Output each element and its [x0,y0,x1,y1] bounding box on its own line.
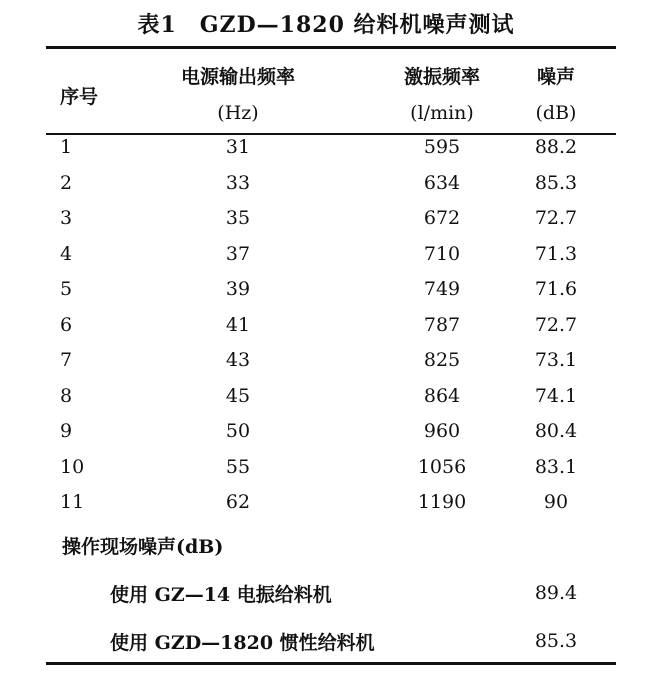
header-vibration-frequency: 激振频率 [403,66,480,88]
row-seq-cell: 2 [60,171,73,194]
site-noise-label: 操作现场噪声(dB) [62,536,224,558]
table-title: 表1 GZD—1820 给料机噪声测试 [137,12,515,38]
row-seq-cell: 6 [60,313,73,336]
row-seq-cell: 5 [60,278,73,300]
header-seq: 序号 [60,86,99,108]
row-output-frequency-cell: 50 [225,420,251,442]
row-noise-cell: 72.7 [534,207,578,229]
row-vibration-frequency-cell: 595 [423,136,461,158]
row-seq-cell: 1 [60,136,73,158]
row-vibration-frequency-cell: 1190 [417,491,467,513]
row-output-frequency-cell: 35 [225,207,251,229]
row-vibration-frequency-cell: 634 [423,171,461,194]
row-noise-cell: 71.6 [534,278,578,300]
site-noise-item-value: 89.4 [534,582,578,604]
row-noise-cell: 73.1 [534,349,578,371]
header-output-frequency-unit: (Hz) [217,102,259,124]
row-seq-cell: 10 [60,455,85,478]
site-noise-item-value: 85.3 [534,630,578,652]
site-noise-item-label: 使用 GZ—14 电振给料机 [110,584,332,606]
row-output-frequency-cell: 45 [225,384,251,407]
row-seq-cell: 11 [60,491,85,513]
row-noise-cell: 88.2 [534,136,578,158]
row-seq-cell: 9 [60,420,73,442]
row-noise-cell: 71.3 [534,242,578,265]
row-seq-cell: 4 [60,242,73,265]
row-vibration-frequency-cell: 960 [423,420,461,442]
row-output-frequency-cell: 33 [225,171,251,194]
row-noise-cell: 80.4 [534,420,578,442]
site-noise-item-label: 使用 GZD—1820 惯性给料机 [110,632,375,654]
row-output-frequency-cell: 31 [225,136,251,158]
row-output-frequency-cell: 43 [225,349,251,371]
header-vibration-frequency-unit: (l/min) [410,102,474,124]
top-rule [46,46,616,49]
row-output-frequency-cell: 62 [225,491,251,513]
row-seq-cell: 7 [60,349,73,371]
row-vibration-frequency-cell: 825 [423,349,461,371]
row-noise-cell: 74.1 [534,384,578,407]
row-noise-cell: 83.1 [534,455,578,478]
row-vibration-frequency-cell: 864 [423,384,461,407]
header-noise-unit: (dB) [535,102,577,124]
row-vibration-frequency-cell: 710 [423,242,461,265]
row-output-frequency-cell: 37 [225,242,251,265]
row-vibration-frequency-cell: 672 [423,207,461,229]
row-output-frequency-cell: 41 [225,313,251,336]
bottom-rule [46,662,616,665]
row-vibration-frequency-cell: 1056 [417,455,467,478]
row-noise-cell: 85.3 [534,171,578,194]
row-output-frequency-cell: 39 [225,278,251,300]
header-noise: 噪声 [536,66,575,88]
row-vibration-frequency-cell: 787 [423,313,461,336]
row-seq-cell: 3 [60,207,73,229]
header-rule [46,133,616,135]
row-noise-cell: 90 [543,491,569,513]
header-output-frequency: 电源输出频率 [180,66,295,88]
row-noise-cell: 72.7 [534,313,578,336]
row-seq-cell: 8 [60,384,73,407]
row-vibration-frequency-cell: 749 [423,278,461,300]
row-output-frequency-cell: 55 [225,455,251,478]
